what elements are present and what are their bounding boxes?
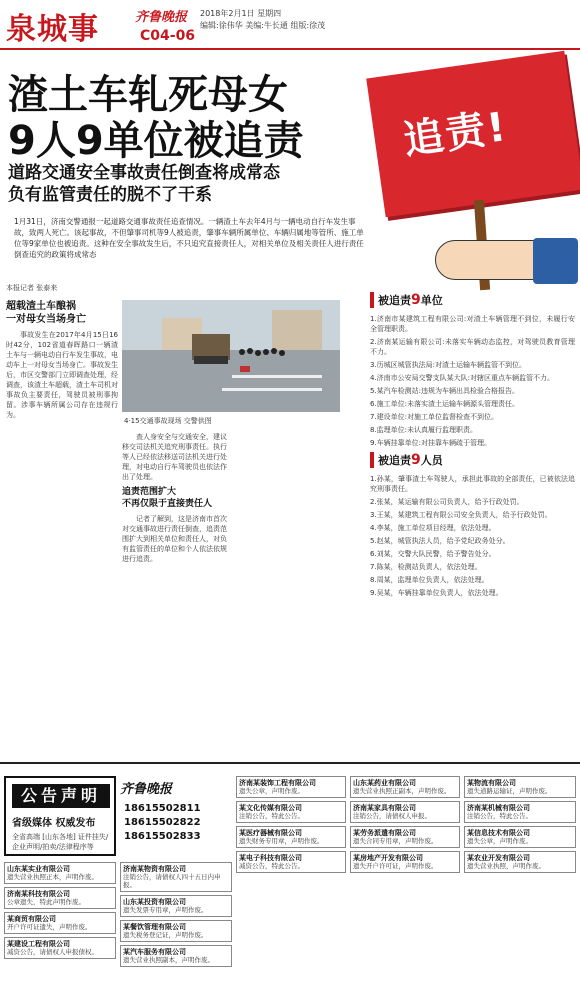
ad-text: 遗失道路运输证，声明作废。 (467, 787, 552, 795)
ad-item (464, 851, 576, 873)
ad-title: 济南某物资有限公司 (123, 865, 186, 873)
ad-title: 某建设工程有限公司 (7, 940, 70, 948)
middle-subtitle (122, 486, 227, 510)
people-list (370, 474, 575, 598)
person-item: 9.吴某，车辆挂靠单位负责人，依法处理。 (370, 589, 503, 597)
notice-subtitle: 全省高端 [山东各地] 证件挂失/企业声明/拍卖/法律程序等 (12, 833, 109, 851)
photo-caption: 4·15交通事故现场 交警供图 (124, 417, 212, 425)
ad-title: 某商贸有限公司 (7, 915, 56, 923)
people-heading (370, 452, 575, 468)
lead-paragraph: 1月31日，济南交警通报一起道路交通事故责任追查情况。一辆渣土车去年4月与一辆电动自行车发生事故，致两人死亡。该起事故，不但肇事司机等9人被追责，肇事车辆所属单位、车辆归属地等管所、施工单位等9家单位也被追责。这种在安全事故发生后，不只追究直接责任人，对相关单位及相关责任人进行责任倒查追究的政策将成常态 (14, 217, 364, 259)
ad-text: 注销公告，特此公告。 (239, 812, 304, 820)
ad-text: 注销公告，请债权人申报。 (353, 812, 431, 820)
middle-body-1: 查人身安全与交通安全，建议移交司法机关追究刑事责任。执行等人已经依法移送司法机关进行处理，对电动自行车驾驶员也依法作出了处理。 (122, 433, 227, 481)
unit-item: 5.某汽车检测站:违规为车辆出具检验合格报告。 (370, 387, 520, 395)
page-code: C04-06 (140, 28, 196, 44)
subheadline (8, 162, 368, 206)
ad-column-2 (120, 862, 232, 970)
classified-ads-section (0, 762, 580, 995)
ad-title: 济南某科技有限公司 (7, 890, 70, 898)
person-item: 4.李某，施工单位项目经理，依法处理。 (370, 524, 496, 532)
sleeve-cuff (533, 238, 578, 284)
ad-title: 某汽车服务有限公司 (123, 948, 186, 956)
ad-column-1 (4, 862, 116, 962)
headline (8, 72, 368, 164)
unit-item: 7.建设单位:对施工单位监督检查不到位。 (370, 413, 499, 421)
ad-item (464, 776, 576, 798)
units-list (370, 314, 575, 448)
left-title-line1: 超载渣土车酿祸 (6, 301, 76, 312)
ad-title: 某医疗器械有限公司 (239, 829, 302, 837)
ad-title: 某物流有限公司 (467, 779, 516, 787)
person-item: 1.孙某，肇事渣土车驾驶人，承担此事故的全部责任，已被依法追究刑事责任。 (370, 475, 575, 493)
left-column-body: 事故发生在2017年4月15日16时42分，102省道春晖路口一辆渣土车与一辆电动自行车发生事故，电动车上一对母女当场身亡。事故发生后，市区交警部门立即调查处理，经调查，该渣土车超载，渣土车司机对事故负主要责任，驾驶员被刑事拘留。涉事车辆所属公司存在违规行为。 (6, 331, 118, 419)
ad-title: 某房地产开发有限公司 (353, 854, 423, 862)
person-item: 2.张某，某运输有限公司负责人，给予行政处罚。 (370, 498, 524, 506)
ad-item (4, 937, 116, 959)
section-brand: 泉城事 (6, 12, 99, 47)
ad-item (350, 851, 460, 873)
page-header (0, 0, 580, 50)
ad-text: 减资公告，请债权人申报债权。 (7, 948, 98, 956)
phone-number: 18615502822 (124, 817, 201, 828)
person-item: 3.王某，某建筑工程有限公司安全负责人，给予行政处罚。 (370, 511, 552, 519)
person-item: 6.刘某，交警大队民警，给予警告处分。 (370, 550, 496, 558)
ad-item (236, 826, 346, 848)
ad-text: 遗失营业执照正本，声明作废。 (7, 873, 98, 881)
middle-subtitle-line2: 不再仅限于直接责任人 (122, 499, 213, 509)
newspaper-logo: 齐鲁晚报 (135, 10, 188, 25)
headline-line1: 渣土车轧死母女 (8, 72, 288, 118)
person-item: 5.赵某，城管执法人员，给予党纪政务处分。 (370, 537, 510, 545)
ad-column-3 (236, 776, 346, 876)
ad-text: 减资公告，特此公告。 (239, 862, 304, 870)
sign-text: 追责! (400, 103, 511, 164)
subheadline-line2: 负有监管责任的脱不了干系 (8, 185, 212, 205)
right-column (370, 288, 575, 601)
notice-slogan: 省级媒体 权威发布 (12, 818, 96, 829)
unit-item: 2.济南某运输有限公司:未落实车辆动态监控，对驾驶员教育管理不力。 (370, 338, 575, 356)
ad-text: 公章遗失，特此声明作废。 (7, 898, 85, 906)
people-heading-num: 9 (411, 452, 421, 468)
phone-number: 18615502811 (124, 803, 201, 814)
middle-column-1 (122, 432, 227, 564)
photo-illustration (122, 300, 340, 412)
ad-text: 遗失公章，声明作废。 (239, 787, 304, 795)
headline-line2: 9人9单位被追责 (8, 118, 304, 164)
ad-title: 某餐饮管理有限公司 (123, 923, 186, 931)
ad-item (4, 887, 116, 909)
middle-body-2: 记者了解到，这是济南市首次对交通事故进行责任倒查，追责范围扩大到相关单位和责任人，对负有监管责任的单位和个人依法依规进行追责。 (122, 515, 227, 563)
middle-subtitle-line1: 追责范围扩大 (122, 487, 177, 497)
ad-item (350, 776, 460, 798)
ad-text: 遗失开户许可证，声明作废。 (353, 862, 438, 870)
protest-sign-illustration (365, 50, 580, 285)
phone-number: 18615502833 (124, 831, 201, 842)
ad-column-4 (350, 776, 460, 876)
units-heading (370, 292, 575, 308)
people-heading-suffix: 人员 (420, 454, 443, 467)
ad-text: 注销公告，请债权人四十五日内申报。 (123, 873, 221, 889)
ad-item (464, 826, 576, 848)
ad-title: 某农业开发有限公司 (467, 854, 530, 862)
ad-item (120, 862, 232, 892)
ad-text: 开户许可证遗失，声明作废。 (7, 923, 92, 931)
unit-item: 1.济南市某建筑工程有限公司:对渣土车辆管理不到位，未履行安全管理职责。 (370, 315, 575, 333)
ad-item (120, 945, 232, 967)
ad-text: 遗失营业执照副本，声明作废。 (123, 956, 214, 964)
ad-title: 某文化传媒有限公司 (239, 804, 302, 812)
unit-item: 9.车辆挂靠单位:对挂靠车辆疏于管理。 (370, 439, 492, 447)
ad-item (350, 801, 460, 823)
unit-item: 4.济南市公安局交警支队某大队:对辖区重点车辆监管不力。 (370, 374, 555, 382)
ad-item (464, 801, 576, 823)
ad-item (4, 862, 116, 884)
units-heading-suffix: 单位 (420, 294, 443, 307)
unit-item: 3.历城区城管执法局:对渣土运输车辆监管不到位。 (370, 361, 527, 369)
ad-text: 注销公告，特此公告。 (467, 812, 532, 820)
ad-column-5 (464, 776, 576, 876)
ad-item (236, 801, 346, 823)
accident-scene-photo (122, 300, 340, 412)
phone-list (124, 802, 201, 844)
ad-title: 济南某机械有限公司 (467, 804, 530, 812)
ad-text: 遗失公章，声明作废。 (467, 837, 532, 845)
ad-item (350, 826, 460, 848)
ad-text: 遗失发票专用章，声明作废。 (123, 906, 208, 914)
byline: 本报记者 张泰来 (6, 284, 58, 292)
ad-item (236, 776, 346, 798)
ad-title: 山东某实业有限公司 (7, 865, 70, 873)
ad-title: 某信息技术有限公司 (467, 829, 530, 837)
unit-item: 6.施工单位:未落实渣土运输车辆源头管理责任。 (370, 400, 520, 408)
left-title-line2: 一对母女当场身亡 (6, 314, 86, 325)
ad-item (4, 912, 116, 934)
unit-item: 8.监理单位:未认真履行监理职责。 (370, 426, 478, 434)
ad-text: 遗失财务专用章，声明作废。 (239, 837, 324, 845)
units-heading-prefix: 被追责 (378, 294, 411, 307)
header-meta (200, 8, 325, 32)
ad-title: 山东某药业有限公司 (353, 779, 416, 787)
ad-item (120, 895, 232, 917)
ad-text: 遗失营业执照，声明作废。 (467, 862, 545, 870)
units-heading-num: 9 (411, 292, 421, 308)
ad-title: 济南某家具有限公司 (353, 804, 416, 812)
person-item: 7.陈某，检测站负责人，依法处理。 (370, 563, 482, 571)
ad-text: 遗失营业执照正副本，声明作废。 (353, 787, 451, 795)
ad-text: 遗失税务登记证，声明作废。 (123, 931, 208, 939)
ad-item (120, 920, 232, 942)
editors-line: 编辑:徐伟华 美编:牛长通 组版:徐茂 (200, 21, 326, 30)
subheadline-line1: 道路交通安全事故责任倒查将成常态 (8, 163, 280, 183)
ad-item (236, 851, 346, 873)
ad-title: 山东某投资有限公司 (123, 898, 186, 906)
ad-title: 某电子科技有限公司 (239, 854, 302, 862)
ad-title: 某劳务派遣有限公司 (353, 829, 416, 837)
date-line: 2018年2月1日 星期四 (200, 9, 282, 18)
notice-box (4, 776, 116, 856)
ad-title: 济南某装饰工程有限公司 (239, 779, 316, 787)
people-heading-prefix: 被追责 (378, 454, 411, 467)
ad-newspaper-logo: 齐鲁晚报 (120, 782, 173, 797)
left-column (6, 300, 118, 420)
person-item: 8.周某，监理单位负责人，依法处理。 (370, 576, 489, 584)
left-column-title (6, 300, 118, 326)
notice-title: 公告声明 (12, 784, 110, 808)
ad-text: 遗失合同专用章，声明作废。 (353, 837, 438, 845)
